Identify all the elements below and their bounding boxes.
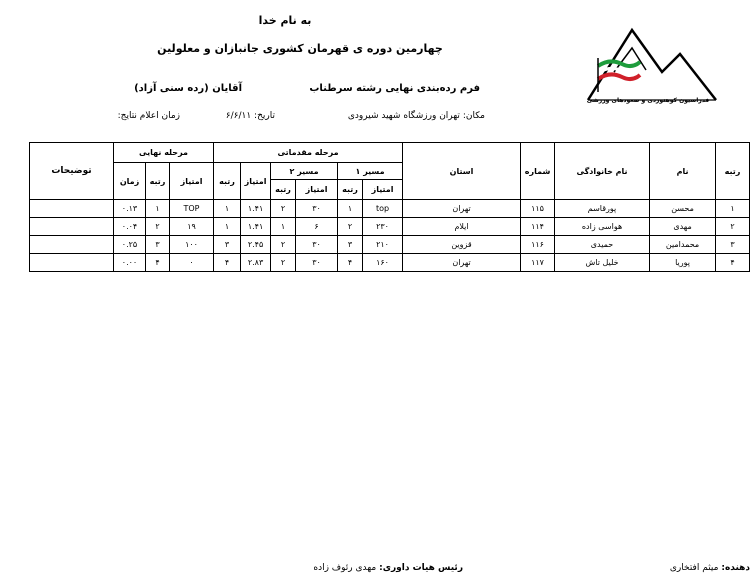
cell-number: ۱۱۷: [521, 254, 555, 272]
page-title: چهارمین دوره ی قهرمان کشوری جانبازان و معلولین: [157, 42, 443, 55]
header-pre-rank: رتبه: [214, 163, 241, 200]
cell-r1-score: top: [363, 200, 403, 218]
cell-rank: ۴: [716, 254, 750, 272]
cell-time: ۰.۰۴: [114, 218, 146, 236]
cell-r2-score: ۳۰: [296, 200, 338, 218]
date-value: ۶/۶/۱۱: [225, 111, 252, 121]
head-referee-name: مهدی رئوف زاده: [313, 563, 377, 573]
cell-r1-score: ۲۱۰: [363, 236, 403, 254]
cell-final-rank: ۴: [146, 254, 170, 272]
header-final-score: امتیاز: [170, 163, 214, 200]
cell-province: ایلام: [403, 218, 521, 236]
cell-r2-score: ۳۰: [296, 254, 338, 272]
judge-name: میثم افتخاری: [669, 563, 719, 573]
cell-final-rank: ۳: [146, 236, 170, 254]
cell-family: پورقاسم: [555, 200, 650, 218]
cell-pre-rank: ۱: [214, 200, 241, 218]
header-number: شماره: [521, 143, 555, 200]
results-time-label: زمان اعلام نتایج:: [117, 111, 180, 121]
cell-province: تهران: [403, 254, 521, 272]
cell-family: هواسی زاده: [555, 218, 650, 236]
cell-time: ۰.۲۵: [114, 236, 146, 254]
judge-line: [660, 563, 750, 573]
cell-name: محمدامین: [650, 236, 716, 254]
cell-notes: [30, 254, 114, 272]
cell-family: خلیل تاش: [555, 254, 650, 272]
cell-pre-score: ۲.۴۵: [241, 236, 271, 254]
cell-final-score: TOP: [170, 200, 214, 218]
place-value: تهران ورزشگاه شهید شیرودی: [347, 111, 460, 121]
cell-r1-rank: ۳: [338, 236, 363, 254]
cell-r2-score: ۶: [296, 218, 338, 236]
header-preliminary: مرحله مقدماتی: [214, 143, 403, 163]
cell-time: ۰.۰۰: [114, 254, 146, 272]
cell-province: تهران: [403, 200, 521, 218]
cell-pre-rank: ۳: [214, 236, 241, 254]
cell-r1-score: ۱۶۰: [363, 254, 403, 272]
date-line: [190, 111, 275, 121]
table-row: [30, 200, 750, 218]
cell-r2-score: ۳۰: [296, 236, 338, 254]
cell-r1-rank: ۲: [338, 218, 363, 236]
cell-pre-score: ۱.۴۱: [241, 218, 271, 236]
cell-province: قزوین: [403, 236, 521, 254]
cell-number: ۱۱۶: [521, 236, 555, 254]
header-rank: رتبه: [716, 143, 750, 200]
judge-label: دهنده:: [721, 563, 750, 573]
form-title: فرم رده‌بندی نهایی رشته سرطناب: [309, 83, 480, 94]
cell-r1-rank: ۱: [338, 200, 363, 218]
header-final-rank: رتبه: [146, 163, 170, 200]
header-r1-rank: رتبه: [338, 180, 363, 200]
cell-pre-rank: ۱: [214, 218, 241, 236]
cell-r2-rank: ۲: [271, 236, 296, 254]
cell-r1-score: ۲۳۰: [363, 218, 403, 236]
cell-final-rank: ۱: [146, 200, 170, 218]
cell-final-score: ۱۹: [170, 218, 214, 236]
results-table: [29, 142, 750, 272]
logo-caption: فدراسیون کوهنوردی و صعودهای ورزشی: [586, 97, 710, 104]
header-time: زمان: [114, 163, 146, 200]
table-row: [30, 236, 750, 254]
cell-number: ۱۱۴: [521, 218, 555, 236]
cell-name: محسن: [650, 200, 716, 218]
cell-final-score: ۱۰۰: [170, 236, 214, 254]
head-referee-line: [300, 563, 463, 573]
cell-pre-score: ۱.۴۱: [241, 200, 271, 218]
cell-name: مهدی: [650, 218, 716, 236]
cell-final-score: ۰: [170, 254, 214, 272]
header-route1: مسیر ۱: [338, 163, 403, 180]
header-pre-score: امتیاز: [241, 163, 271, 200]
cell-notes: [30, 200, 114, 218]
header-final: مرحله نهایی: [114, 143, 214, 163]
table-row: [30, 218, 750, 236]
header-province: استان: [403, 143, 521, 200]
cell-rank: ۱: [716, 200, 750, 218]
cell-notes: [30, 218, 114, 236]
cell-rank: ۳: [716, 236, 750, 254]
cell-name: پوریا: [650, 254, 716, 272]
cell-r1-rank: ۴: [338, 254, 363, 272]
cell-r2-rank: ۲: [271, 200, 296, 218]
header-r2-rank: رتبه: [271, 180, 296, 200]
header-r2-score: امتیاز: [296, 180, 338, 200]
cell-pre-score: ۲.۸۳: [241, 254, 271, 272]
table-row: [30, 254, 750, 272]
basmala: به نام خدا: [258, 14, 312, 27]
date-label: تاریخ:: [254, 111, 275, 121]
cell-pre-rank: ۴: [214, 254, 241, 272]
header-r1-score: امتیاز: [363, 180, 403, 200]
place-line: [280, 111, 485, 121]
cell-notes: [30, 236, 114, 254]
header-notes: توضیحات: [30, 143, 114, 200]
cell-r2-rank: ۱: [271, 218, 296, 236]
cell-final-rank: ۲: [146, 218, 170, 236]
head-referee-label: رئیس هیات داوری:: [379, 563, 463, 573]
header-route2: مسیر ۲: [271, 163, 338, 180]
place-label: مکان:: [462, 111, 485, 121]
cell-rank: ۲: [716, 218, 750, 236]
cell-number: ۱۱۵: [521, 200, 555, 218]
cell-time: ۰.۱۳: [114, 200, 146, 218]
header-family: نام خانوادگی: [555, 143, 650, 200]
cell-r2-rank: ۲: [271, 254, 296, 272]
header-name: نام: [650, 143, 716, 200]
category-label: آقایان (رده سنی آزاد): [134, 83, 242, 94]
cell-family: حمیدی: [555, 236, 650, 254]
